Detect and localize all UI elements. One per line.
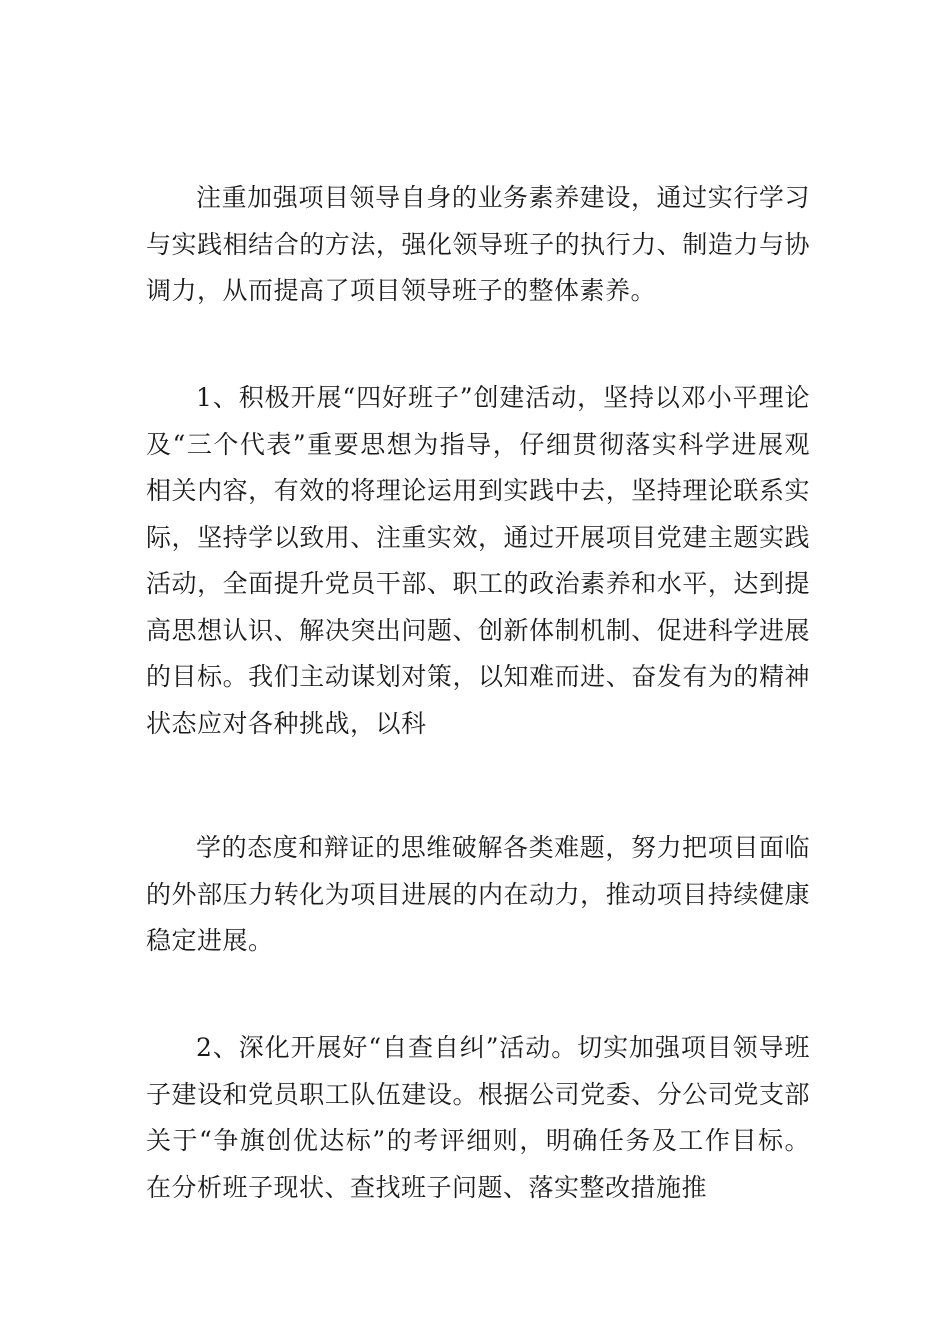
paragraph-leadership-quality: 注重加强项目领导自身的业务素养建设，通过实行学习与实践相结合的方法，强化领导班子的执行力、制造力与协调力，从而提高了项目领导班子的整体素养。	[146, 183, 810, 305]
paragraph-continuation: 学的态度和辩证的思维破解各类难题，努力把项目面临的外部压力转化为项目进展的内在动力，推动项目持续健康稳定进展。	[146, 833, 810, 955]
paragraph-self-inspection: 2、深化开展好“自查自纠”活动。切实加强项目领导班子建设和党员职工队伍建设。根据公司党委、分公司党支部关于“争旗创优达标”的考评细则，明确任务及工作目标。在分析班子现状、查找班子问题、落实整改措施推	[146, 1033, 810, 1202]
paragraph-four-good-team: 1、积极开展“四好班子”创建活动，坚持以邓小平理论及“三个代表”重要思想为指导，仔细贯彻落实科学进展观相关内容，有效的将理论运用到实践中去，坚持理论联系实际，坚持学以致用、注重实效，通过开展项目党建主题实践活动，全面提升党员干部、职工的政治素养和水平，达到提高思想认识、解决突出问题、创新体制机制、促进科学进展的目标。我们主动谋划对策，以知难而进、奋发有为的精神状态应对各种挑战，以科	[146, 383, 810, 738]
